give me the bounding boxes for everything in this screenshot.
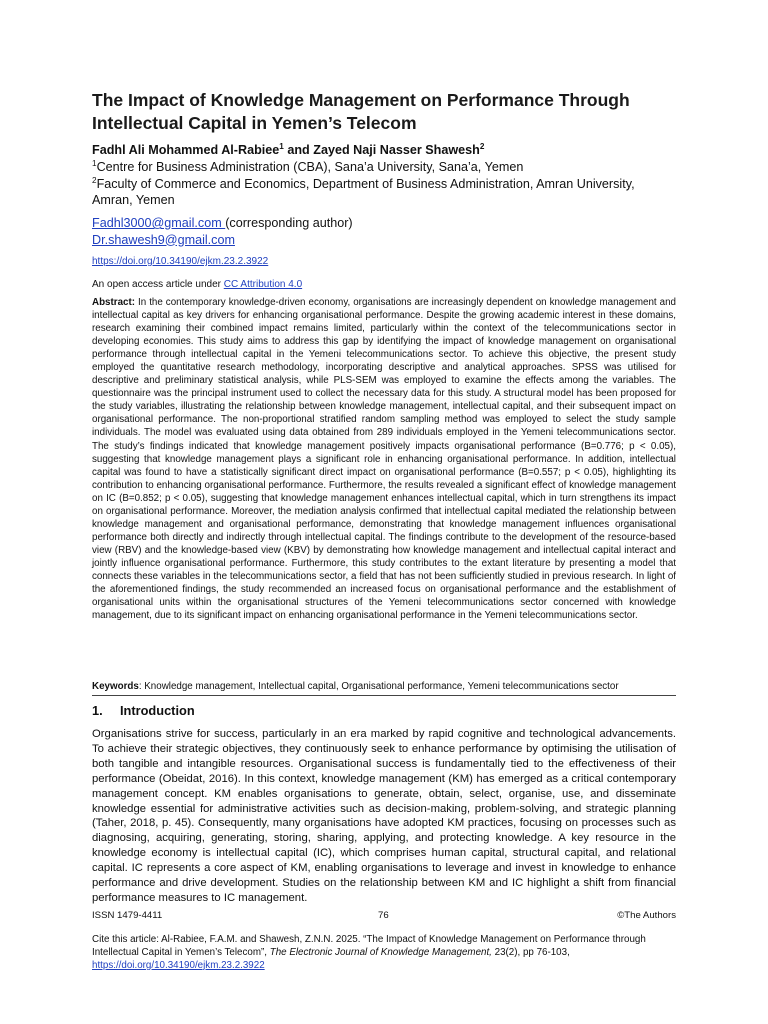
corresponding-email-link[interactable]: Fadhl3000@gmail.com bbox=[92, 216, 226, 230]
author-line bbox=[92, 142, 676, 159]
section-number: 1. bbox=[92, 703, 103, 718]
citation-journal: The Electronic Journal of Knowledge Management, bbox=[269, 946, 492, 958]
citation-doi-link[interactable]: https://doi.org/10.34190/ejkm.23.2.3922 bbox=[92, 959, 265, 971]
page-footer bbox=[92, 910, 676, 924]
author-name: Fadhl Ali Mohammed Al-Rabiee bbox=[92, 143, 280, 157]
license-prefix: An open access article under bbox=[92, 279, 224, 290]
affiliation-mark: 1 bbox=[92, 158, 97, 168]
doi-link[interactable]: https://doi.org/10.34190/ejkm.23.2.3922 bbox=[92, 256, 269, 267]
author-affiliation-mark: 1 bbox=[279, 141, 284, 151]
affiliation bbox=[92, 159, 676, 176]
author-name: Zayed Naji Nasser Shawesh bbox=[313, 143, 480, 157]
affiliations bbox=[92, 159, 676, 209]
citation-prefix: Cite this article: Al-Rabiee, F.A.M. and Shawesh, Z.N.N. 2025. “The Impact of Knowledge Management on Performance through Intellectual Capital in Yemen’s Telecom”, bbox=[92, 934, 646, 958]
section-title: Introduction bbox=[120, 703, 195, 718]
introduction-paragraph: Organisations strive for success, particularly in an era marked by rapid cognitive and technological advancements. To achieve their strategic objectives, they continuously seek to enhance performance by optimising the utilisation of both tangible and intangible resources. Organisational success is fundamentally tied to the effectiveness of their performance (Obeidat, 2016). In this context, knowledge management (KM) has emerged as a critical contemporary management concept. KM enables organisations to generate, obtain, select, organise, use, and disseminate knowledge essential for administrative activities such as decision-making, problem-solving, and strategic planning (Taher, 2018, p. 45). Consequently, many organisations have adopted KM practices, focusing on processes such as diagnosing, acquiring, generating, storing, sharing, applying, and protecting knowledge. A key resource in the knowledge economy is intellectual capital (IC), which comprises human capital, structural capital, and relational capital. IC represents a core aspect of KM, enabling organisations to leverage and invest in knowledge to enhance performance and drive development. Studies on the relationship between KM and IC highlight a shift from financial performance measures to IC management. bbox=[92, 728, 676, 904]
affiliation-text: Centre for Business Administration (CBA), Sana’a University, Sana’a, Yemen bbox=[96, 160, 524, 174]
contact-emails bbox=[92, 215, 676, 248]
second-author-email-link[interactable]: Dr.shawesh9@gmail.com bbox=[92, 232, 235, 247]
issn: ISSN 1479-4411 bbox=[92, 910, 163, 921]
keywords bbox=[92, 680, 676, 693]
page-number: 76 bbox=[378, 910, 389, 921]
citation-suffix: 23(2), pp 76-103, bbox=[491, 946, 570, 958]
affiliation-text: Faculty of Commerce and Economics, Department of Business Administration, Amran University, Amran, Yemen bbox=[92, 176, 635, 207]
corresponding-author-note: (corresponding author) bbox=[225, 216, 353, 230]
abstract-text: In the contemporary knowledge-driven economy, organisations are increasingly dependent on knowledge management and intellectual capital as key drivers for enhancing organisational performance. Despite the growing academic interest in these domains, research examining their combined impact remains limited, particularly within the context of the telecommunications sector in developing economies. This study aims to address this gap by identifying the impact of knowledge management on organisational performance through intellectual capital in the Yemeni telecommunications sector. To achieve this objective, the present study employed the quantitative research methodology, incorporating descriptive and analytical approaches. SPSS was utilised for descriptive and preliminary statistical analysis, while PLS-SEM was employed to examine the effects among the variables. The questionnaire was the principal instrument used to collect the necessary data for this study. A structural model has been proposed for the study variables, illustrating the relationship between knowledge management, intellectual capital, and their subsequent impact on organisational performance. The non-proportional stratified random sampling method was employed to select the study sample individuals. The model was evaluated using data obtained from 289 individuals employed in the Yemeni telecommunications sector. The study’s findings indicated that knowledge management positively impacts organisational performance (B=0.776; p < 0.05), suggesting that knowledge management plays a significant role in enhancing organisational performance. In addition, intellectual capital was found to have a statistically significant direct impact on organisational performance (B=0.557; p < 0.05), highlighting its contribution to enhancing organisational performance. Furthermore, the results revealed a significant effect of knowledge management on IC (B=0.852; p < 0.05), suggesting that knowledge management enhances intellectual capital, which in turn strengthens its impact on organisational performance. Moreover, the mediation analysis confirmed that intellectual capital mediated the relationship between knowledge management and organisational performance, demonstrating that knowledge management influences organisational performance both directly and indirectly through intellectual capital. The findings contribute to the development of the resource-based view (RBV) and the knowledge-based view (KBV) by demonstrating how knowledge management and intellectual capital interact and jointly influence organisational performance. Furthermore, this study contributes to the extant literature by presenting a model that connects these variables in the telecommunications sector, a field that has not been sufficiently studied in previous research. In light of the aforementioned findings, the study recommended an increased focus on organisational performance and the establishment of organisational units within the organisational structures of the Yemeni telecommunications sector concerned with knowledge management, due to its significant impact on enhancing organisational performance in the Yemeni telecommunications sector. bbox=[92, 297, 676, 622]
divider bbox=[92, 695, 676, 696]
copyright: ©The Authors bbox=[617, 910, 676, 921]
abstract bbox=[92, 296, 676, 622]
license-link[interactable]: CC Attribution 4.0 bbox=[223, 279, 303, 290]
affiliation bbox=[92, 176, 676, 209]
keywords-text: : Knowledge management, Intellectual capital, Organisational performance, Yemeni telecommunications sector bbox=[138, 681, 619, 692]
author-joiner: and bbox=[283, 143, 314, 157]
citation bbox=[92, 934, 676, 973]
affiliation-mark: 2 bbox=[92, 175, 97, 185]
author-affiliation-mark: 2 bbox=[479, 141, 485, 151]
keywords-label: Keywords bbox=[92, 681, 139, 692]
section-heading bbox=[92, 703, 676, 718]
abstract-label: Abstract: bbox=[92, 297, 136, 308]
paper-title: The Impact of Knowledge Management on Performance Through Intellectual Capital in Yemen’s Telecom bbox=[92, 90, 630, 133]
license-line bbox=[92, 279, 302, 290]
